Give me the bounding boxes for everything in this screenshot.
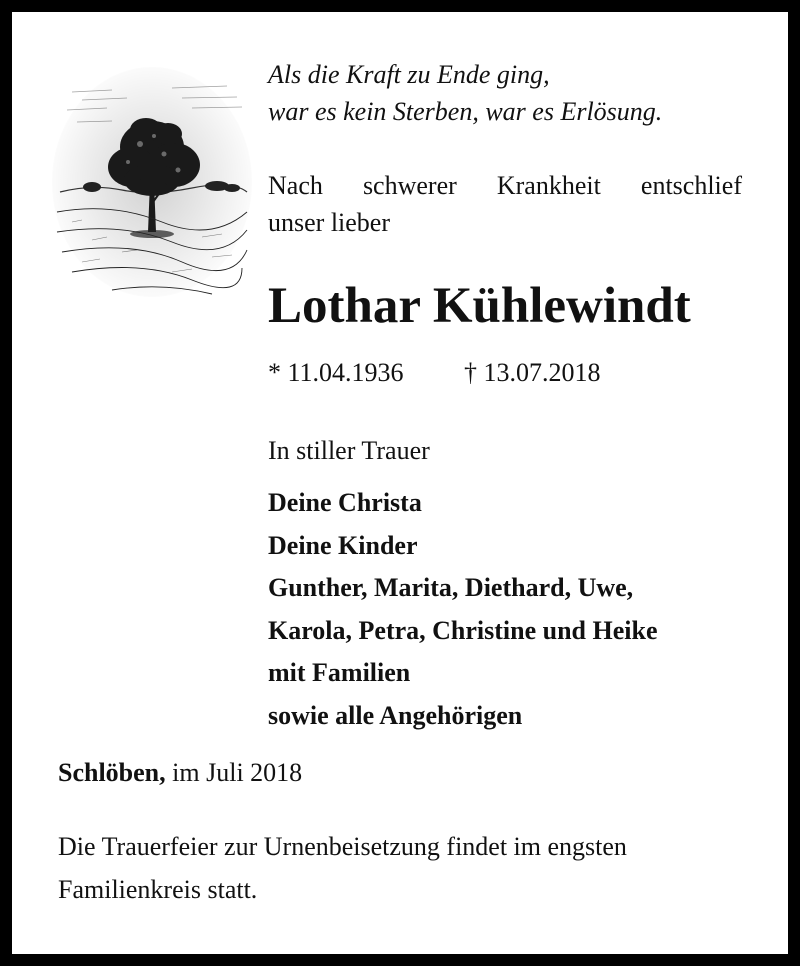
intro-line-1: [268, 167, 742, 204]
life-dates: [268, 354, 601, 391]
mourner-line: Karola, Petra, Christine und Heike: [268, 615, 658, 645]
mourning-heading: In stiller Trauer: [268, 436, 430, 465]
mourner-line: Deine Christa: [268, 488, 422, 517]
intro-word: schwerer: [362, 171, 457, 200]
intro-word: entschlief: [640, 171, 742, 200]
death-date: † 13.07.2018: [464, 358, 601, 387]
intro-text: [268, 167, 742, 241]
date-text: im Juli 2018: [172, 758, 303, 787]
mourner-line: sowie alle Angehörigen: [268, 700, 523, 730]
mourner-line: Gunther, Marita, Diethard, Uwe,: [268, 573, 634, 602]
quote-line-1: Als die Kraft zu Ende ging,: [268, 60, 550, 89]
obituary-card: [12, 12, 788, 954]
quote-line-2: war es kein Sterben, war es Erlösung.: [268, 97, 663, 126]
tree-landscape-icon: [52, 62, 252, 302]
epitaph-quote: [268, 56, 748, 130]
funeral-notice: [58, 825, 758, 911]
intro-word: Krankheit: [496, 171, 601, 200]
mourners-list: [268, 482, 658, 737]
birth-date: * 11.04.1936: [268, 358, 404, 387]
place-name: Schlöben,: [58, 758, 166, 787]
deceased-name: Lothar Kühlewindt: [268, 278, 691, 334]
notice-line-1: Die Trauerfeier zur Urnenbeisetzung findet im engsten: [58, 832, 627, 861]
notice-line-2: Familienkreis statt.: [58, 875, 258, 904]
place-date: [58, 754, 302, 791]
mourner-line: mit Familien: [268, 658, 411, 687]
intro-word: Nach: [268, 171, 323, 200]
intro-line-2: unser lieber: [268, 208, 391, 237]
mourner-line: Deine Kinder: [268, 530, 418, 560]
